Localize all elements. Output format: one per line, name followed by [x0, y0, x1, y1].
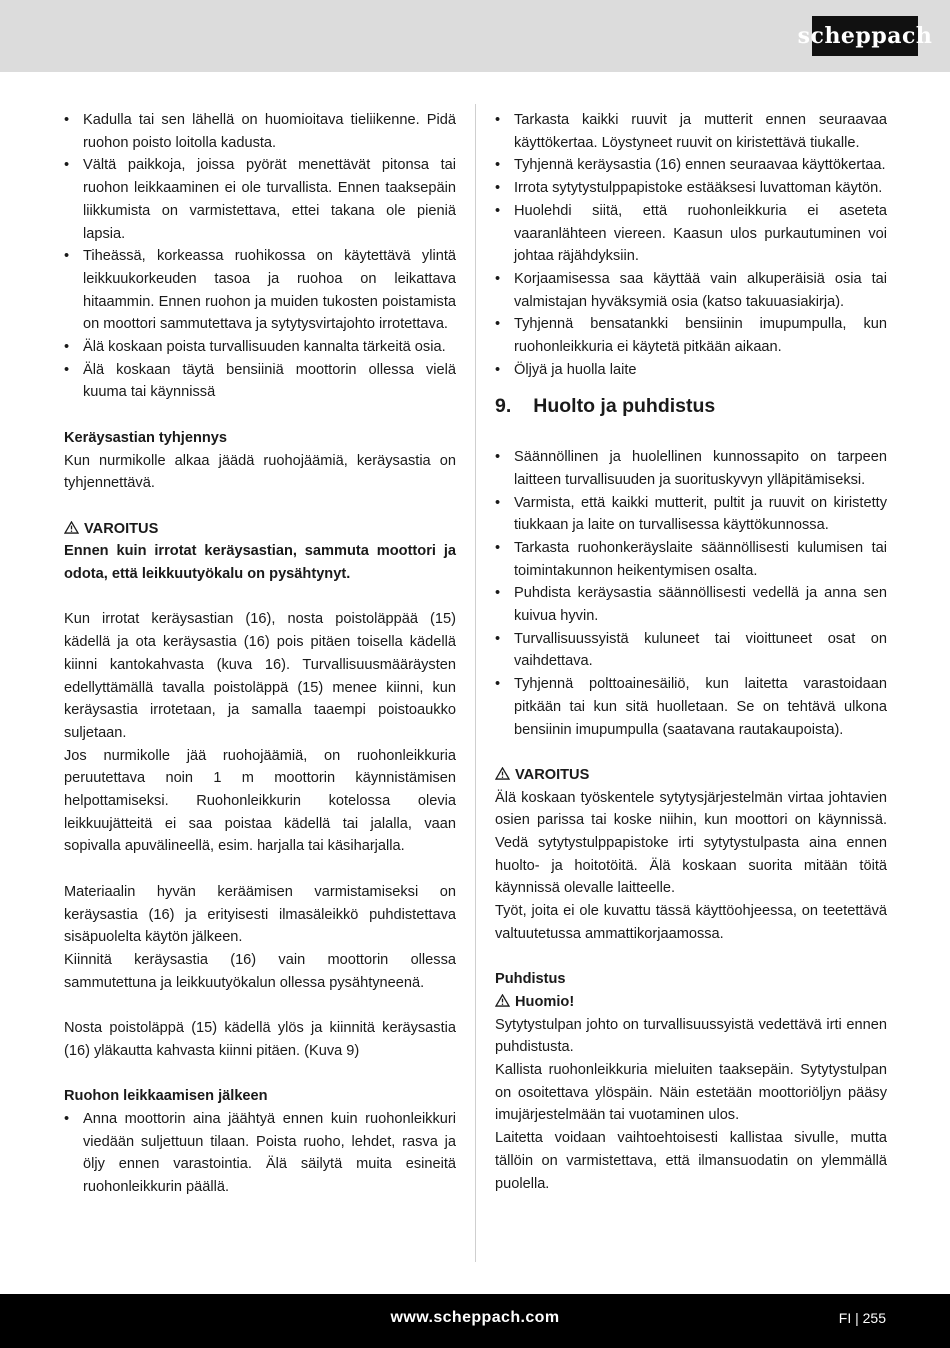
list-item: • Huolehdi siitä, että ruohonleikkuria ei aseteta vaaranlähteen viereen. Kaasun ulos purkautuminen voi johtaa räjähdyksiin. — [495, 200, 887, 268]
list-item: • Kadulla tai sen lähellä on huomioitava tieliikenne. Pidä ruohon poisto loitolla kadusta. — [64, 109, 456, 154]
after-mowing-heading: Ruohon leikkaamisen jälkeen — [64, 1088, 268, 1105]
warning-triangle-icon — [64, 521, 79, 534]
right-column — [495, 109, 887, 1195]
cleaning-heading: Puhdistus — [495, 971, 566, 988]
list-item: • Turvallisuussyistä kuluneet tai vioittuneet osat on vaihdettava. — [495, 628, 887, 673]
paragraph: Työt, joita ei ole kuvattu tässä käyttöohjeessa, on teetettävä valtuutetussa ammattikorjaamossa. — [495, 903, 887, 942]
column-divider — [475, 104, 476, 1262]
footer-bar — [0, 1294, 950, 1348]
footer-url: www.scheppach.com — [390, 1309, 560, 1326]
list-item: • Vältä paikkoja, joissa pyörät menettävät pitonsa tai ruohon leikkaaminen ei ole turvallista. Ennen taaksepäin liikkumista on varmistettava, ettei takana ole pieniä lapsia. — [64, 154, 456, 245]
section-number: 9. — [495, 395, 512, 418]
warning-text: Ennen kuin irrotat keräysastian, sammuta moottori ja odota, että leikkuutyökalu on pysähtynyt. — [64, 543, 456, 583]
section-title: Huolto ja puhdistus — [533, 395, 716, 418]
list-item: • Älä koskaan täytä bensiiniä moottorin ollessa vielä kuuma tai käynnissä — [64, 359, 456, 404]
list-item: • Älä koskaan poista turvallisuuden kannalta tärkeitä osia. — [64, 336, 456, 359]
list-item: • Tyhjennä polttoainesäiliö, kun laitetta varastoidaan pitkään tai kun sitä huolletaan. Se on tehtävä ulkona bensiinin imupumpulla (saatavana rautakaupoista). — [495, 673, 887, 741]
header-bar — [0, 0, 950, 72]
warning-triangle-icon — [495, 767, 510, 780]
after-mowing-list — [64, 1108, 456, 1199]
note-label: Huomio! — [515, 993, 575, 1010]
list-item: • Anna moottorin aina jäähtyä ennen kuin ruohonleikkuri viedään suljettuun tilaan. Poista ruoho, lehdet, rasva ja öljy ennen varastointia. Älä säilytä muita esineitä ruohonleikkurin päällä. — [64, 1108, 456, 1199]
section-heading — [495, 393, 887, 419]
check-list — [495, 109, 887, 381]
note-title — [495, 991, 887, 1014]
list-item: • Tyhjennä keräysastia (16) ennen seuraavaa käyttökertaa. — [495, 154, 887, 177]
warning-label: VAROITUS — [84, 520, 159, 537]
list-item: • Tarkasta ruohonkeräyslaite säännöllisesti kulumisen tai toimintakunnon heikentymisen osalta. — [495, 537, 887, 582]
list-item: • Säännöllinen ja huolellinen kunnossapito on tarpeen laitteen turvallisuuden ja suorituskyvyn ylläpitämiseksi. — [495, 446, 887, 491]
left-column — [64, 109, 456, 1199]
paragraph: Sytytystulpan johto on turvallisuussyistä vedettävä irti ennen puhdistusta. — [495, 1016, 887, 1056]
emptying-heading: Keräysastian tyhjennys — [64, 429, 228, 446]
paragraph: Laitetta voidaan vaihtoehtoisesti kallistaa sivulle, mutta tällöin on varmistettava, että ilmansuodatin on ylemmällä puolella. — [495, 1130, 887, 1192]
paragraph: Nosta poistoläppä (15) kädellä ylös ja kiinnitä keräysastia (16) yläkautta kahvasta kiinni pitäen. (Kuva 9) — [64, 1020, 456, 1059]
list-item: • Varmista, että kaikki mutterit, pultit ja ruuvit on kiristetty tiukkaan ja laite on turvallisessa käyttökunnossa. — [495, 492, 887, 537]
paragraph: Kallista ruohonleikkuria mieluiten taaksepäin. Sytytystulpan on osoitettava ylöspäin. Näin estetään moottoriöljyn pääsy imujärjestelmään tai vuotaminen ulos. — [495, 1062, 887, 1124]
list-item: • Öljyä ja huolla laite — [495, 359, 887, 382]
warning-title — [64, 518, 456, 541]
paragraph: Kun irrotat keräysastian (16), nosta poistoläppää (15) kädellä ja ota keräysastia (16) pois pitäen toisella kädellä kiinni kantokahvasta (kuva 16). Turvallisuusmääräysten edellyttämällä tavalla poistoläppä (15) menee kiinni, kun keräysastia irrotetaan, ja samalla taaempi poistoaukko suljetaan. — [64, 611, 456, 741]
warning-triangle-icon — [495, 994, 510, 1007]
warning-title — [495, 764, 887, 787]
paragraph: Jos nurmikolle jää ruohojäämiä, on ruohonleikkuria peruutettava noin 1 m moottorin käynnistämisen helpottamiseksi. Ruohonleikkurin kotelossa olevia leikkuujätteitä ei saa poistaa kädellä tai jalalla, vaan sopivalla apuvälineellä, esim. harjalla tai käsiharjalla. — [64, 747, 456, 855]
maintenance-list — [495, 446, 887, 741]
list-item: • Puhdista keräysastia säännöllisesti vedellä ja anna sen kuivua hyvin. — [495, 582, 887, 627]
paragraph: Kiinnitä keräysastia (16) vain moottorin ollessa sammutettuna ja leikkuutyökalun ollessa pysähtyneenä. — [64, 951, 456, 991]
list-item: • Irrota sytytystulppapistoke estääksesi luvattoman käytön. — [495, 177, 887, 200]
list-item: • Tarkasta kaikki ruuvit ja mutterit ennen seuraavaa käyttökertaa. Löystyneet ruuvit on kiristettävä tiukalle. — [495, 109, 887, 154]
safety-list — [64, 109, 456, 404]
brand-logo: scheppach — [812, 16, 918, 56]
page-number: FI | 255 — [838, 1310, 886, 1326]
emptying-text: Kun nurmikolle alkaa jäädä ruohojäämiä, keräysastia on tyhjennettävä. — [64, 452, 456, 492]
list-item: • Tiheässä, korkeassa ruohikossa on käytettävä ylintä leikkuukorkeuden tasoa ja ruohoa on leikattava hitaammin. Ennen ruohon ja muiden tukosten poistamista on moottori sammutettava ja sytytysvirtajohto irrotettava. — [64, 245, 456, 336]
list-item: • Korjaamisessa saa käyttää vain alkuperäisiä osia tai valmistajan hyväksymiä osia (katso takuuasiakirja). — [495, 268, 887, 313]
warning-text: Älä koskaan työskentele sytytysjärjestelmän virtaa johtavien osien parissa tai koske niihin, kun moottori on käynnissä. Vedä sytytystulppapistoke irti sytytystulpasta aina ennen huolto- ja hoitotöitä. Älä koskaan suorita mitään töitä käynnissä olevalle laitteelle. — [495, 789, 887, 897]
paragraph: Materiaalin hyvän keräämisen varmistamiseksi on keräysastia (16) ja erityisesti ilmasäleikkö puhdistettava sisäpuolelta käytön jälkeen. — [64, 883, 456, 946]
list-item: • Tyhjennä bensatankki bensiinin imupumpulla, kun ruohonleikkuria ei käytetä pitkään aikaan. — [495, 313, 887, 358]
warning-label: VAROITUS — [515, 766, 590, 783]
